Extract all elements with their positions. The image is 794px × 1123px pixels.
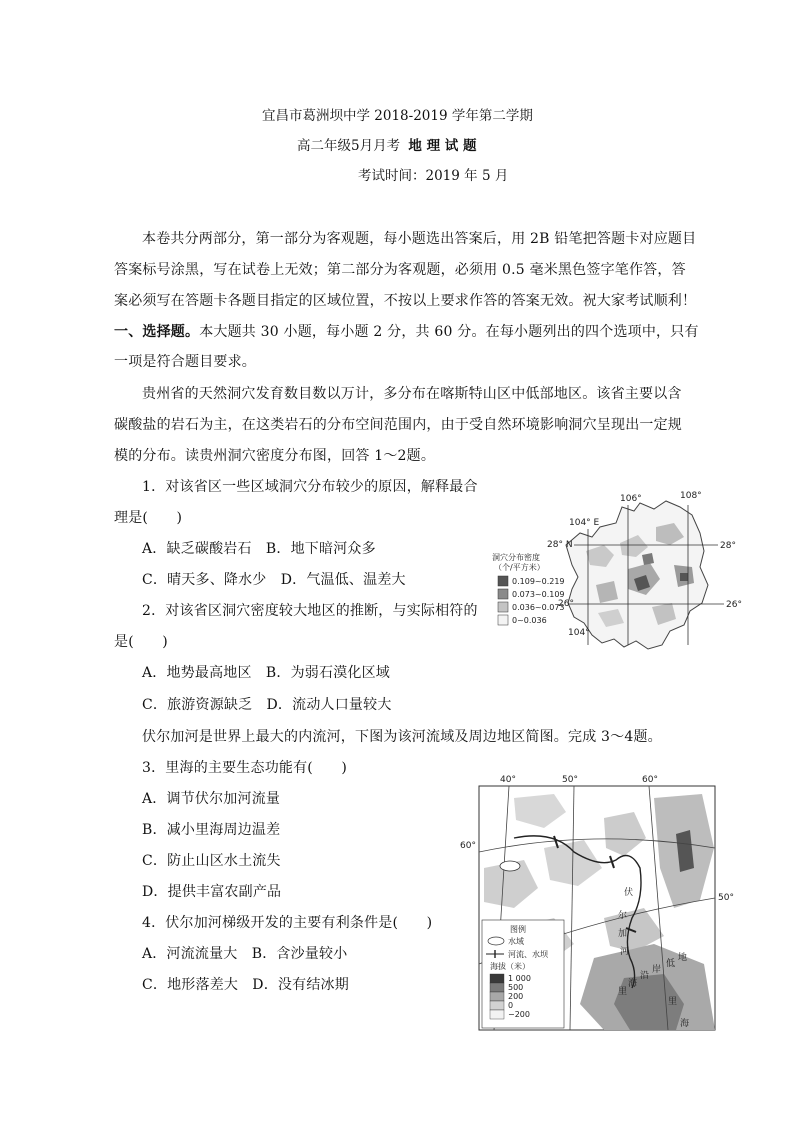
elev-swatch-1	[490, 974, 504, 983]
guizhou-cave-density-map	[488, 485, 764, 660]
lake	[500, 861, 520, 871]
elev-label-5: −200	[508, 1010, 530, 1019]
q3-option-b: B．减小里海周边温差	[142, 822, 281, 838]
label-28n: 28° N	[547, 540, 573, 550]
elev-swatch-5	[490, 1010, 504, 1019]
q4-stem: 4．伏尔加河梯级开发的主要有利条件是( )	[142, 915, 433, 931]
sea-char-1: 里	[668, 997, 678, 1007]
river-char-2: 尔	[618, 911, 628, 921]
legend-title: 图例	[510, 925, 526, 934]
legend-river: 河流、水坝	[508, 950, 548, 959]
legend-water-symbol	[488, 937, 504, 945]
river-char-3: 加	[618, 929, 628, 939]
label-50: 50°	[562, 775, 578, 785]
q3-option-d: D．提供丰富农副产品	[142, 884, 282, 900]
label-106: 106°	[620, 494, 642, 504]
elev-swatch-3	[490, 992, 504, 1001]
legend-elev-title: 海拔（米）	[490, 962, 530, 971]
label-60: 60°	[642, 775, 658, 785]
density-area	[642, 553, 654, 565]
legend-label-2: 0.073~0.109	[512, 590, 565, 599]
label-104e: 104° E	[569, 518, 600, 528]
q3-stem: 3．里海的主要生态功能有( )	[142, 760, 348, 776]
q1-options-cd: C．晴天多、降水少 D．气温低、温差大	[142, 572, 406, 588]
intro-line-2: 答案标号涂黑，写在试卷上无效；第二部分为客观题，必须用 0.5 毫米黑色签字笔作答，答	[114, 262, 686, 278]
elev-swatch-4	[490, 1001, 504, 1010]
river-char-1: 伏	[624, 888, 634, 898]
legend-label-4: 0~0.036	[512, 616, 547, 625]
q4-options-ab: A．河流流量大 B．含沙量较小	[142, 946, 348, 962]
density-area-high	[680, 573, 688, 581]
passage2-line-1: 伏尔加河是世界上最大的内流河，下图为该河流域及周边地区简图。完成 3～4题。	[142, 729, 662, 745]
exam-grade: 高二年级5月月考	[297, 138, 401, 154]
section-instructions-2: 一项是符合题目要求。	[114, 354, 256, 370]
volga-basin-map	[454, 768, 740, 1034]
section-instructions: 本大题共 30 小题，每小题 2 分，共 60 分。在每小题列出的四个选项中，只有	[199, 324, 699, 340]
q1-stem-2: 理是( )	[114, 510, 183, 526]
q2-stem-2: 是( )	[114, 634, 168, 650]
lowland-char-5: 低	[666, 959, 676, 969]
lowland-char-6: 地	[678, 953, 688, 963]
q1-options-ab: A．缺乏碳酸岩石 B．地下暗河众多	[142, 541, 376, 557]
q1-stem: 1．对该省区一些区域洞穴分布较少的原因，解释最合	[142, 479, 478, 495]
map2-legend	[482, 920, 564, 1028]
legend-title: 洞穴分布密度	[492, 553, 540, 562]
passage1-line-1: 贵州省的天然洞穴发育数目数以万计，多分布在喀斯特山区中低部地区。该省主要以含	[142, 386, 682, 402]
map1-legend	[492, 552, 565, 625]
lowland-char-3: 沿	[640, 971, 650, 981]
label-28: 28°	[720, 541, 736, 551]
q3-option-a: A．调节伏尔加河流量	[142, 791, 281, 807]
lowland-char-1: 里	[618, 987, 628, 997]
section-title: 一、选择题。	[114, 324, 200, 340]
elev-swatch-2	[490, 983, 504, 992]
intro-line-3: 案必须写在答题卡各题目指定的区域位置，不按以上要求作答的答案无效。祝大家考试顺利！	[114, 293, 697, 309]
legend-label-1: 0.109~0.219	[512, 577, 565, 586]
lowland-char-4: 岸	[652, 965, 662, 975]
legend-swatch-1	[498, 576, 508, 586]
legend-label-3: 0.036~0.073	[512, 603, 565, 612]
elev-label-2: 500	[508, 983, 524, 992]
lowland-char-2: 海	[628, 979, 638, 989]
legend-swatch-4	[498, 615, 508, 625]
section-heading	[114, 322, 699, 342]
exam-time: 考试时间：2019 年 5 月	[358, 168, 509, 184]
density-area	[596, 581, 618, 603]
elev-label-4: 0	[508, 1001, 514, 1010]
label-26: 26°	[558, 599, 574, 609]
legend-water: 水域	[508, 937, 524, 946]
exam-subject: 地 理 试 题	[408, 138, 477, 154]
legend-unit: （个/平方米）	[494, 563, 545, 572]
label-104: 104°	[568, 628, 590, 638]
sea-char-2: 海	[680, 1019, 690, 1029]
q2-stem: 2．对该省区洞穴密度较大地区的推断，与实际相符的	[142, 603, 478, 619]
q2-options-cd: C．旅游资源缺乏 D．流动人口量较大	[142, 697, 392, 713]
school-title: 宜昌市葛洲坝中学 2018-2019 学年第二学期	[262, 108, 533, 124]
q4-options-cd: C．地形落差大 D．没有结冰期	[142, 977, 349, 993]
elev-label-1: 1 000	[508, 974, 531, 983]
label-40: 40°	[500, 775, 516, 785]
elev-label-3: 200	[508, 992, 524, 1001]
label-50-lat: 50°	[718, 893, 734, 903]
passage1-line-3: 模的分布。读贵州洞穴密度分布图，回答 1～2题。	[114, 448, 436, 464]
exam-title	[297, 134, 477, 154]
q3-option-c: C．防止山区水土流失	[142, 853, 281, 869]
label-108: 108°	[680, 491, 702, 501]
legend-swatch-2	[498, 589, 508, 599]
label-60-lat: 60°	[460, 841, 476, 851]
legend-swatch-3	[498, 602, 508, 612]
label-26-right: 26°	[726, 600, 742, 610]
q2-options-ab: A．地势最高地区 B．为弱石漠化区域	[142, 665, 390, 681]
river-char-4: 河	[620, 947, 630, 957]
intro-line-1: 本卷共分两部分，第一部分为客观题，每小题选出答案后，用 2B 铅笔把答题卡对应题目	[142, 231, 697, 247]
passage1-line-2: 碳酸盐的岩石为主，在这类岩石的分布空间范围内，由于受自然环境影响洞穴呈现出一定规	[114, 417, 682, 433]
